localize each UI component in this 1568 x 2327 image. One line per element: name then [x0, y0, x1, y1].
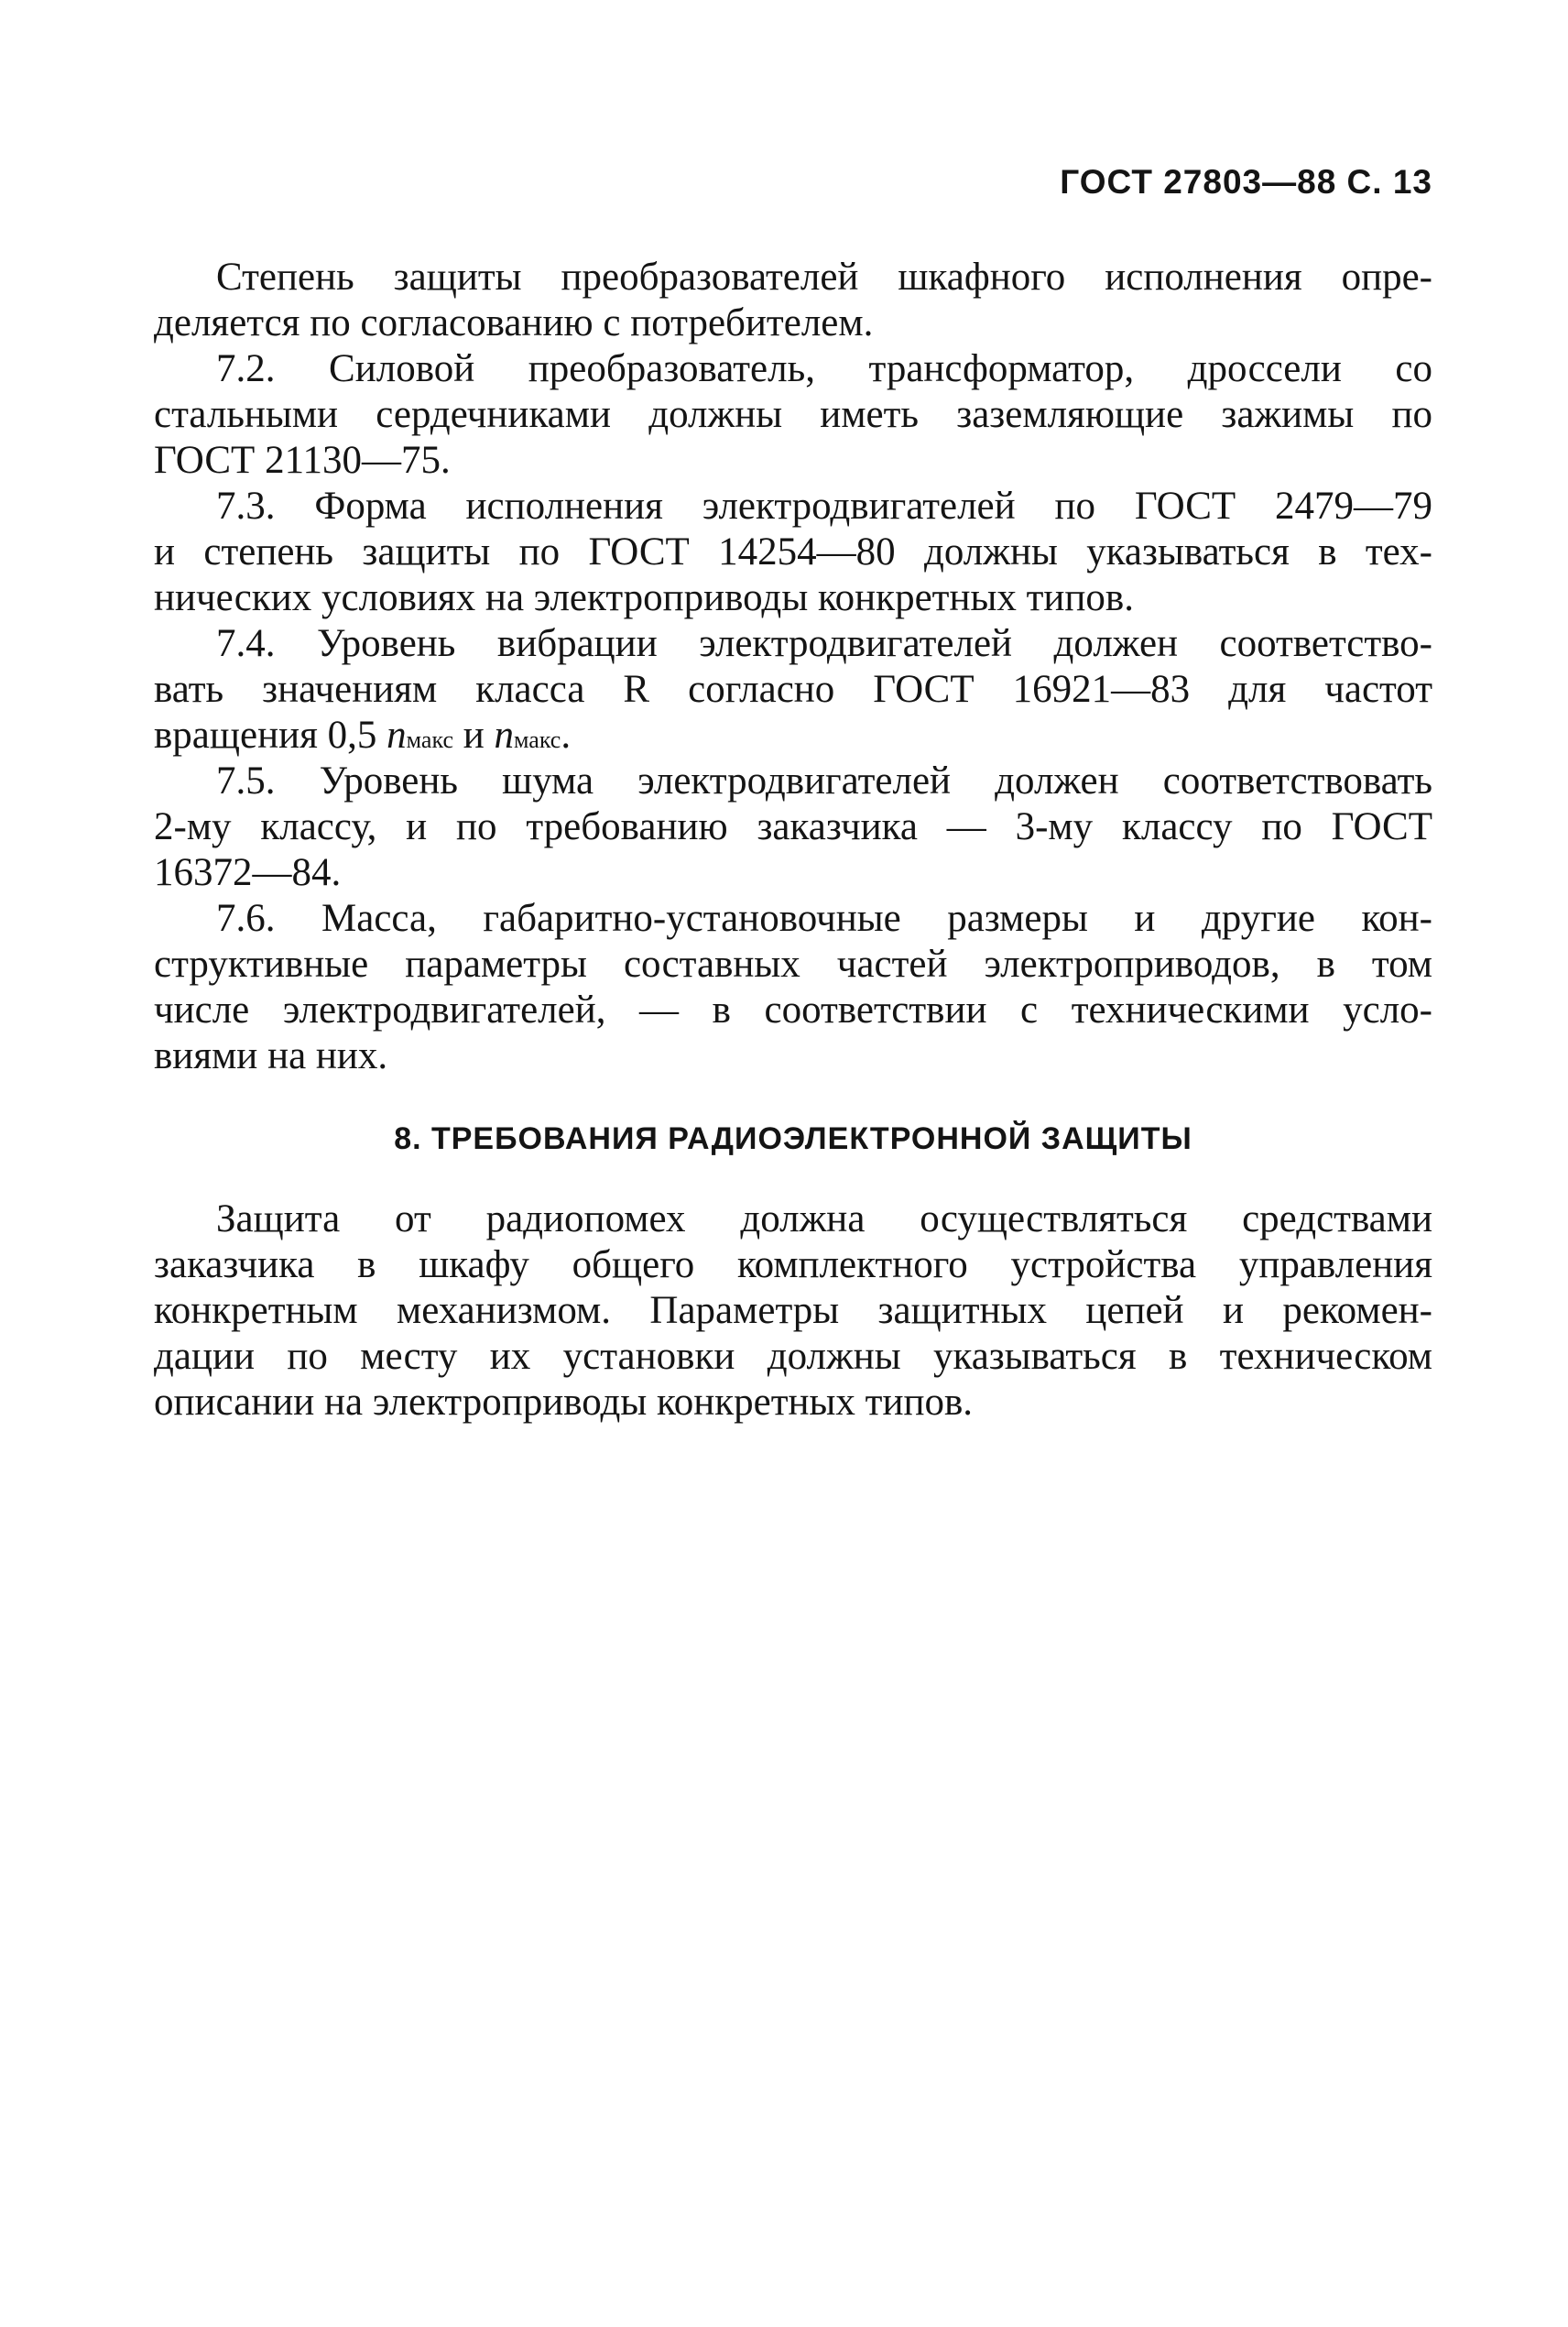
- text-line: виями на них.: [154, 1034, 388, 1077]
- text-line: 16372—84.: [154, 851, 342, 894]
- formula-suffix: .: [561, 714, 572, 757]
- text-line: 7.4. Уровень вибрации электродвигателей должен соответство-: [216, 622, 1432, 665]
- formula-subscript: макс: [406, 727, 453, 753]
- text-line: деляется по согласованию с потребителем.: [154, 301, 874, 344]
- formula-variable: n: [494, 714, 514, 757]
- text-line: дации по месту их установки должны указываться в техническом: [154, 1335, 1432, 1378]
- text-line: стальными сердечниками должны иметь заземляющие зажимы по: [154, 393, 1432, 436]
- text-line: описании на электроприводы конкретных типов.: [154, 1381, 974, 1424]
- formula-conjunction: и: [452, 714, 495, 757]
- document-body: [154, 255, 1432, 1426]
- text-line: нических условиях на электроприводы конкретных типов.: [154, 576, 1134, 619]
- text-line: конкретным механизмом. Параметры защитных цепей и рекомен-: [154, 1289, 1432, 1332]
- text-line: 7.5. Уровень шума электродвигателей должен соответствовать: [216, 759, 1432, 803]
- text-line: 2-му классу, и по требованию заказчика — 3-му классу по ГОСТ: [154, 805, 1432, 848]
- text-line: Степень защиты преобразователей шкафного исполнения опре-: [216, 256, 1432, 299]
- text-line: вать значениям класса R согласно ГОСТ 16921—83 для частот: [154, 668, 1432, 711]
- formula-subscript: макс: [514, 727, 561, 753]
- text-line: 7.2. Силовой преобразователь, трансформатор, дроссели со: [216, 347, 1432, 390]
- text-line: Защита от радиопомех должна осуществляться средствами: [216, 1197, 1432, 1240]
- formula-variable: n: [387, 714, 407, 757]
- section-heading: 8. ТРЕБОВАНИЯ РАДИОЭЛЕКТРОННОЙ ЗАЩИТЫ: [394, 1121, 1192, 1156]
- formula-prefix: вращения 0,5: [154, 714, 387, 757]
- page-header: ГОСТ 27803—88 С. 13: [1060, 163, 1432, 201]
- text-line: 7.3. Форма исполнения электродвигателей по ГОСТ 2479—79: [216, 485, 1432, 528]
- text-line: заказчика в шкафу общего комплектного устройства управления: [154, 1243, 1432, 1286]
- text-line: 7.6. Масса, габаритно-установочные размеры и другие кон-: [216, 897, 1432, 940]
- text-line: структивные параметры составных частей электроприводов, в том: [154, 943, 1432, 986]
- text-line: числе электродвигателей, — в соответствии с техническими усло-: [154, 989, 1432, 1032]
- text-line: и степень защиты по ГОСТ 14254—80 должны указываться в тех-: [154, 530, 1432, 574]
- text-line: ГОСТ 21130—75.: [154, 439, 451, 482]
- text-line-with-formula: [154, 713, 1432, 759]
